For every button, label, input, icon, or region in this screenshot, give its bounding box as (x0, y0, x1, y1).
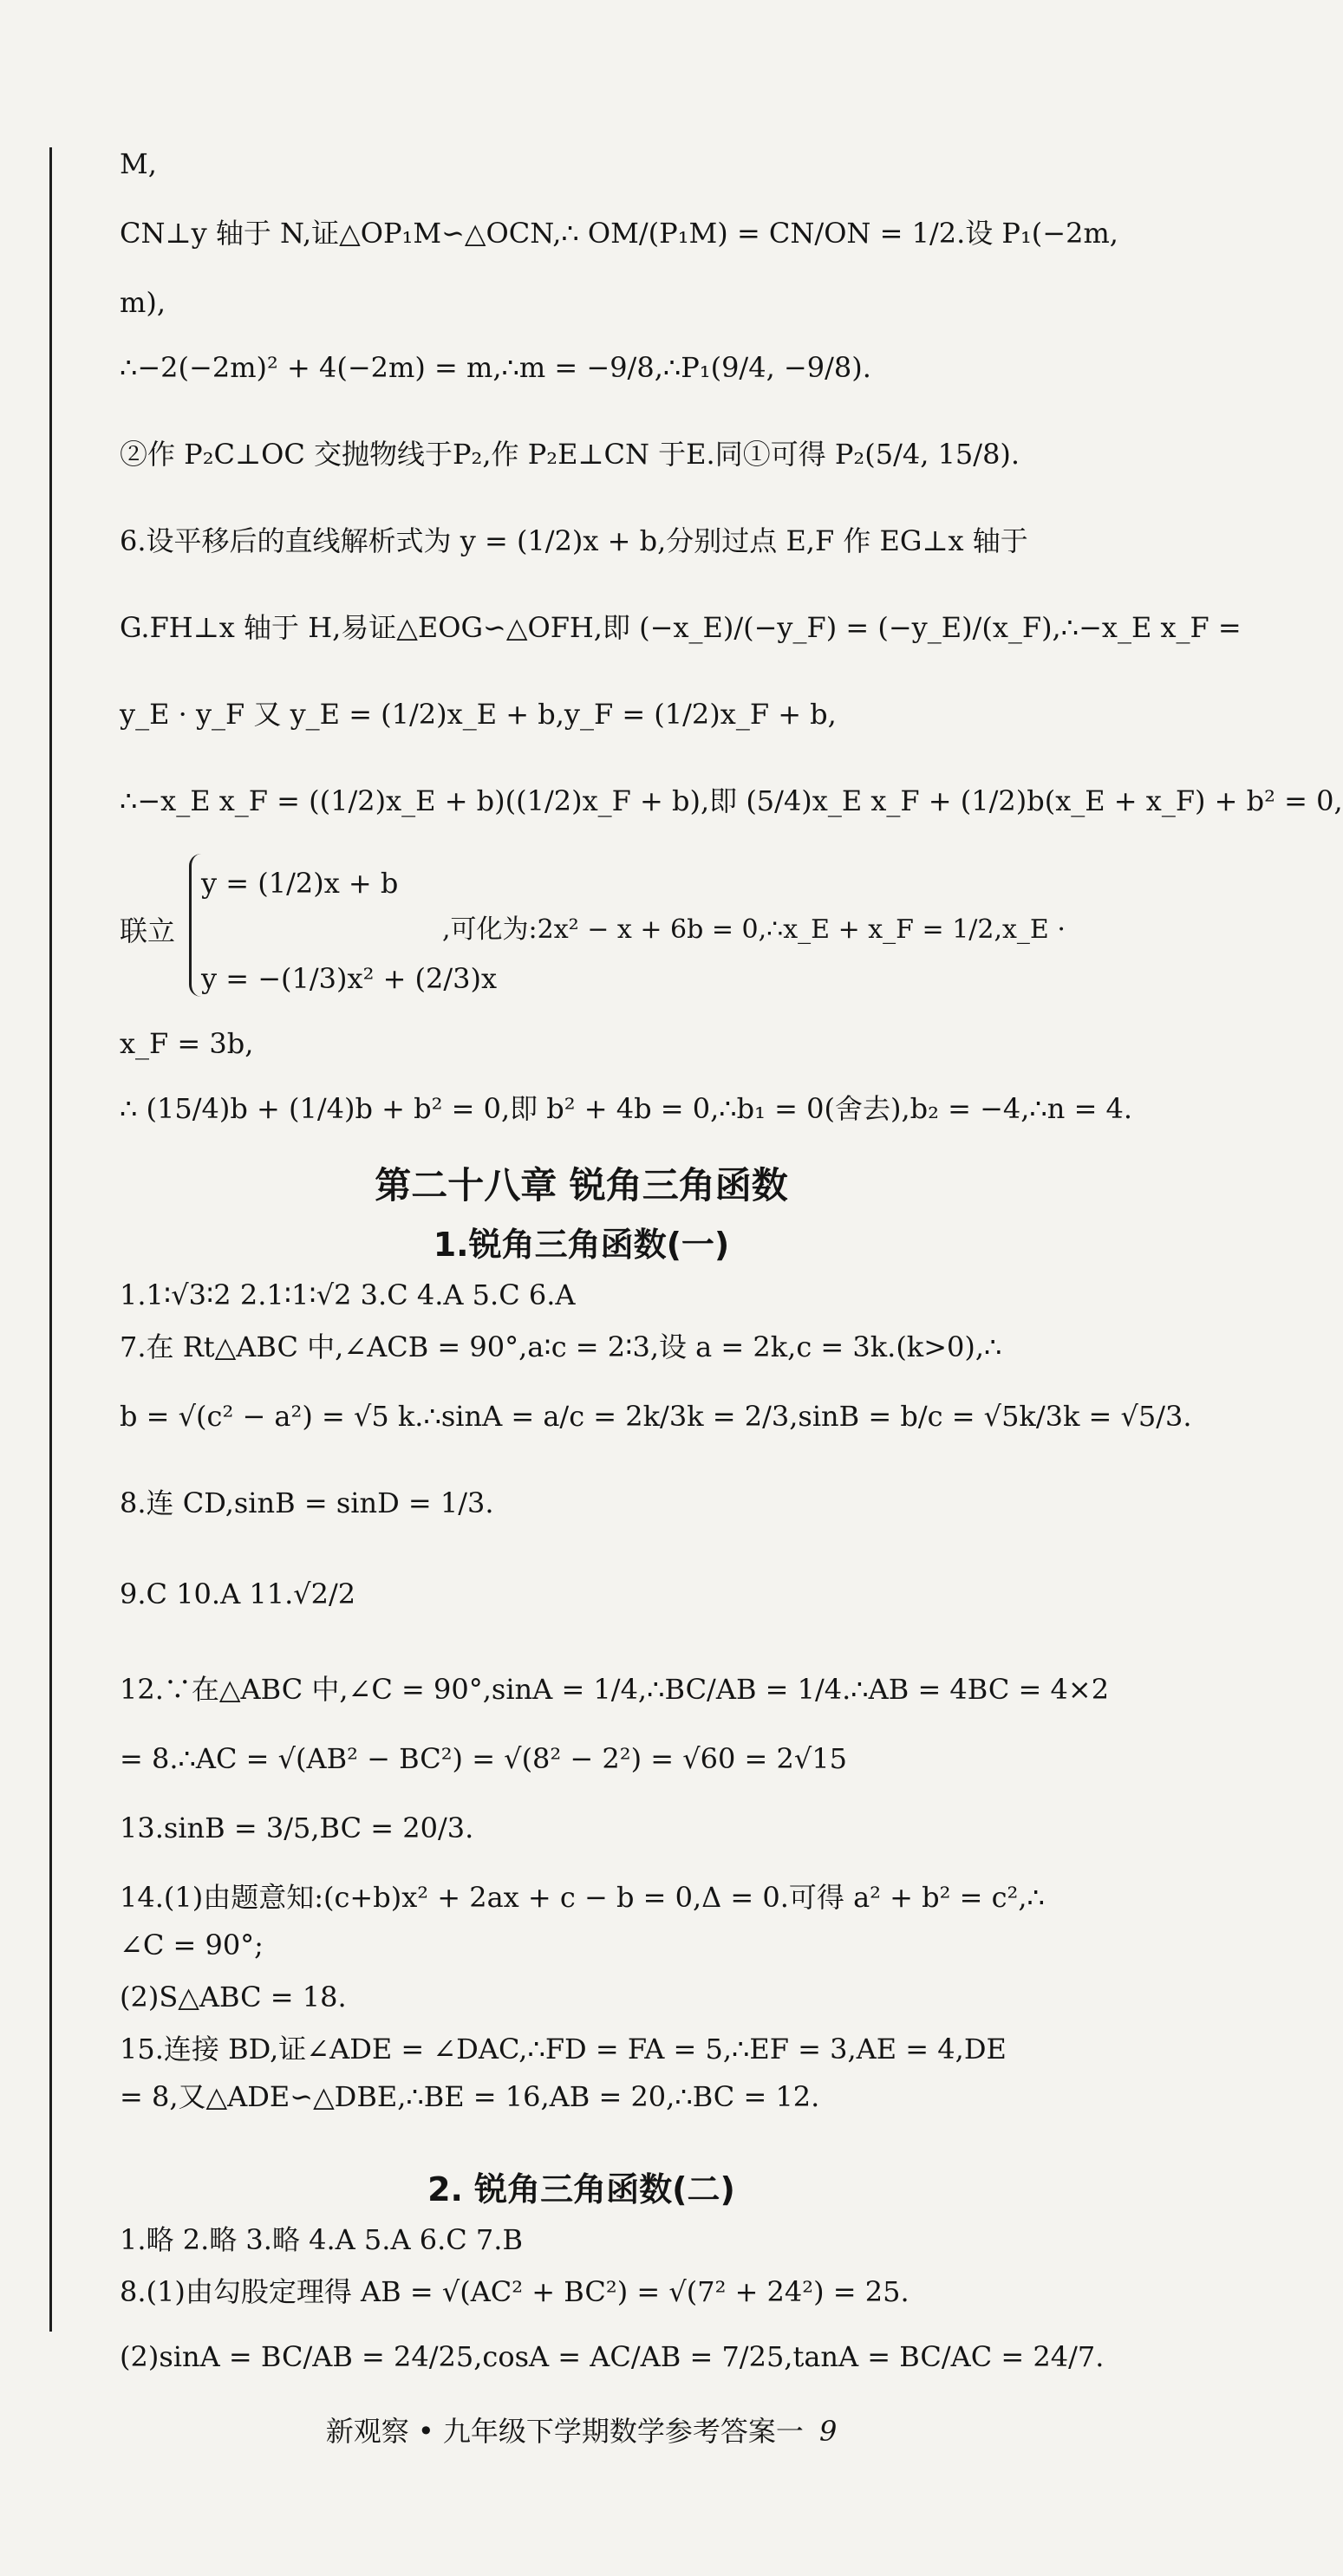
system-equation-2: y = −(1/3)x² + (2/3)x (201, 962, 498, 995)
section-title: 1.锐角三角函数(一) (433, 1226, 730, 1264)
answer-line: 8.(1)由勾股定理得 AB = √(AC² + BC²) = √(7² + 24²) = 25. (120, 2275, 909, 2308)
answer-line: ∴−x_E x_F = ((1/2)x_E + b)((1/2)x_F + b),即 (5/4)x_E x_F + (1/2)b(x_E + x_F) + b² = 0, (120, 784, 1343, 817)
page-number: 9 (818, 2415, 838, 2448)
answer-line: ∴ (15/4)b + (1/4)b + b² = 0,即 b² + 4b = 0,∴b₁ = 0(舍去),b₂ = −4,∴n = 4. (120, 1092, 1133, 1125)
answer-line: = 8,又△ADE∽△DBE,∴BE = 16,AB = 20,∴BC = 12. (120, 2080, 820, 2113)
answer-line: CN⊥y 轴于 N,证△OP₁M∽△OCN,∴ OM/(P₁M) = CN/ON = 1/2.设 P₁(−2m, (120, 217, 1118, 250)
answer-line: ∠C = 90°; (120, 1929, 264, 1961)
answer-line: ∴−2(−2m)² + 4(−2m) = m,∴m = −9/8,∴P₁(9/4, −9/8). (120, 351, 871, 384)
system-label: 联立 (120, 914, 176, 947)
answer-line: ,可化为:2x² − x + 6b = 0,∴x_E + x_F = 1/2,x_E · (442, 914, 1066, 945)
answer-line: 12.∵在△ABC 中,∠C = 90°,sinA = 1/4,∴BC/AB = 1/4.∴AB = 4BC = 4×2 (120, 1673, 1110, 1706)
answer-line: b = √(c² − a²) = √5 k.∴sinA = a/c = 2k/3k = 2/3,sinB = b/c = √5k/3k = √5/3. (120, 1400, 1192, 1433)
answer-line: = 8.∴AC = √(AB² − BC²) = √(8² − 2²) = √60 = 2√15 (120, 1742, 847, 1775)
answer-line: y_E · y_F 又 y_E = (1/2)x_E + b,y_F = (1/2)x_F + b, (120, 698, 837, 731)
chapter-title: 第二十八章 锐角三角函数 (375, 1164, 788, 1207)
answer-line: M, (120, 147, 157, 180)
answer-line: m), (120, 286, 166, 319)
answer-line: x_F = 3b, (120, 1027, 254, 1060)
system-equation-1: y = (1/2)x + b (201, 867, 399, 900)
answer-line: 6.设平移后的直线解析式为 y = (1/2)x + b,分别过点 E,F 作 EG⊥x 轴于 (120, 524, 1028, 557)
answer-line: (2)sinA = BC/AB = 24/25,cosA = AC/AB = 7/25,tanA = BC/AC = 24/7. (120, 2340, 1105, 2373)
answer-line: 9.C 10.A 11.√2/2 (120, 1577, 356, 1610)
answer-line: 1.1∶√3∶2 2.1∶1∶√2 3.C 4.A 5.C 6.A (120, 1278, 576, 1311)
section-title: 2. 锐角三角函数(二) (427, 2170, 735, 2208)
answer-line: 1.略 2.略 3.略 4.A 5.A 6.C 7.B (120, 2223, 523, 2256)
answer-line: 14.(1)由题意知:(c+b)x² + 2ax + c − b = 0,Δ = 0.可得 a² + b² = c²,∴ (120, 1881, 1045, 1914)
answer-line: 15.连接 BD,证∠ADE = ∠DAC,∴FD = FA = 5,∴EF = 3,AE = 4,DE (120, 2033, 1007, 2065)
answer-line: 13.sinB = 3/5,BC = 20/3. (120, 1812, 474, 1844)
answer-line: (2)S△ABC = 18. (120, 1981, 347, 2013)
answer-line: ②作 P₂C⊥OC 交抛物线于P₂,作 P₂E⊥CN 于E.同①可得 P₂(5/4, 15/8). (120, 438, 1020, 471)
answer-line: G.FH⊥x 轴于 H,易证△EOG∽△OFH,即 (−x_E)/(−y_F) = (−y_E)/(x_F),∴−x_E x_F = (120, 611, 1242, 644)
footer-text: 新观察 • 九年级下学期数学参考答案一 (325, 2415, 804, 2448)
answer-line: 7.在 Rt△ABC 中,∠ACB = 90°,a∶c = 2∶3,设 a = 2k,c = 3k.(k>0),∴ (120, 1330, 1002, 1363)
answer-line: 8.连 CD,sinB = sinD = 1/3. (120, 1486, 494, 1519)
page-footer (0, 2410, 1163, 2449)
